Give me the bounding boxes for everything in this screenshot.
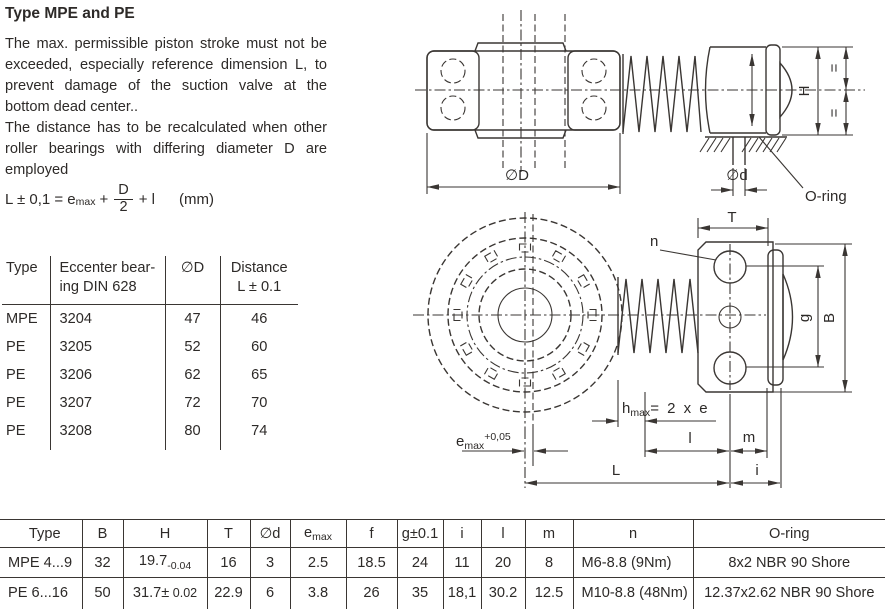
cell-distance: 46 [220,305,298,334]
piston-head [698,242,793,392]
cell-bearing: 3207 [50,389,165,417]
cell-n: M6-8.8 (9Nm) [573,548,693,578]
cell-type: PE 6...16 [8,584,69,601]
cell-distance: 74 [220,417,298,445]
screw-callout-n [650,233,716,260]
table-row [2,333,298,361]
emax-e: e [456,433,465,450]
cell-T: 22.9 [207,578,250,608]
dim-label-g: g [796,313,813,323]
h-value: 31.7± [132,584,170,601]
cell [2,445,50,450]
col-header-g: g±0.1 [397,520,443,548]
cell-n: M10-8.8 (48Nm) [573,578,693,608]
col-header-l: l [481,520,525,548]
page-title: Type MPE and PE [5,5,135,22]
cell-bearing: 3204 [50,305,165,334]
table-row [0,578,885,608]
dimensions-table [0,519,885,609]
cell-diameter: 52 [165,333,220,361]
cell-diameter: 47 [165,305,220,334]
table-row [2,361,298,389]
col-header-distance [220,256,298,305]
dim-label-l: l [688,430,692,447]
cell-B: 32 [82,548,123,578]
fraction-numerator: D [114,183,132,200]
table-header-row [0,520,885,548]
drawing-side-view [413,2,885,205]
h-tolerance: 0.02 [169,585,198,600]
col-header-bearing-line2: ing DIN 628 [59,279,137,295]
col-header-m: m [525,520,573,548]
cell [220,445,298,450]
cell-H [123,548,207,578]
emax-sub: max [464,440,485,452]
bearing-table [2,256,298,450]
cell-distance: 65 [220,361,298,389]
dimension-diameter-D [427,133,620,194]
cell-oring: 12.37x2.62 NBR 90 Shore [693,578,885,608]
cell-diameter: 80 [165,417,220,445]
cell [165,445,220,450]
col-header-n: n [573,520,693,548]
col-header-i: i [443,520,481,548]
formula-subscript: max [75,196,96,209]
cell-f: 18.5 [346,548,397,578]
dim-label-emax [456,431,511,452]
mounting-surface [700,137,787,165]
hmax-sub: max [630,407,651,419]
dimension-T [698,209,768,246]
formula-lhs: L ± 0,1 = e [5,190,76,208]
stroke-formula [5,183,214,216]
col-header-T: T [207,520,250,548]
cell-distance: 60 [220,333,298,361]
formula-unit: (mm) [179,190,214,208]
cell-bearing: 3205 [50,333,165,361]
cell-type: PE [6,367,26,383]
table-row [2,389,298,417]
cell-m: 12.5 [525,578,573,608]
oring-label: O-ring [805,188,847,205]
hmax-h: h [622,400,631,417]
cell-emax: 3.8 [290,578,346,608]
intro-paragraph-2: The distance has to be recalculated when other roller bearings with differing diameter D are employed [5,120,327,178]
intro-text [5,34,327,181]
cell-l: 20 [481,548,525,578]
col-header-bearing-line1: Eccenter bear- [59,260,156,276]
col-header-f: f [346,520,397,548]
dim-label-H: H [796,85,813,97]
dim-label-equal-top: = [826,63,843,73]
col-header-distance-line1: Distance [230,260,288,276]
dimension-i [731,388,781,488]
dim-label-equal-bottom: = [826,108,843,118]
table-row [0,548,885,578]
cell-diameter: 72 [165,389,220,417]
dimension-g [746,266,824,367]
col-header-d: ∅d [250,520,290,548]
dim-label-L: L [611,462,621,479]
cell-diameter: 62 [165,361,220,389]
col-header-type: Type [0,520,82,548]
cell [50,445,165,450]
cell-type: PE [6,423,26,439]
cell-bearing: 3208 [50,417,165,445]
dimension-m [731,388,767,458]
cell-distance: 70 [220,389,298,417]
formula-fraction [114,183,132,216]
dim-label-n: n [650,233,659,250]
cell-f: 26 [346,578,397,608]
col-header-emax [290,520,346,548]
cell-d: 3 [250,548,290,578]
emax-base: e [304,524,313,541]
cell-i: 11 [443,548,481,578]
hmax-eq: = 2 x e [650,400,710,417]
emax-sup: +0,05 [484,431,511,443]
dimension-hmax [592,380,716,457]
dim-label-i: i [755,462,759,479]
col-header-bearing [50,256,165,305]
col-header-type: Type [2,256,50,305]
col-header-oring: O-ring [693,520,885,548]
cell-type: PE [6,395,26,411]
cell-oring: 8x2 NBR 90 Shore [693,548,885,578]
dimension-L [525,462,729,483]
dimension-diameter-d [711,167,767,196]
spring [618,277,698,355]
spring [623,54,701,134]
formula-tail: + l [138,190,156,208]
cell-B: 50 [82,578,123,608]
cell-m: 8 [525,548,573,578]
cell-g: 35 [397,578,443,608]
cell-type: MPE 4...9 [0,548,82,578]
h-value: 19.7 [138,553,168,569]
col-header-diameter: ∅D [165,256,220,305]
cell-emax: 2.5 [290,548,346,578]
table-row [2,417,298,445]
cell-l: 30.2 [481,578,525,608]
cell-i: 18,1 [443,578,481,608]
col-header-B: B [82,520,123,548]
emax-subscript: max [312,530,332,543]
cell-H [123,578,207,608]
cell-type: PE [6,339,26,355]
cell-g: 24 [397,548,443,578]
table-rule-extension [2,445,298,450]
cell-d: 6 [250,578,290,608]
formula-plus: + [99,190,109,208]
dim-label-m: m [742,429,756,446]
dim-label-B: B [821,312,838,324]
cell-bearing: 3206 [50,361,165,389]
dim-label-diameter-D: ∅D [505,167,529,184]
col-header-distance-line2: L ± 0.1 [237,279,282,295]
col-header-H: H [123,520,207,548]
dim-label-hmax [622,400,710,419]
dim-label-T: T [727,209,737,226]
table-header-row [2,256,298,305]
dimension-equal-halves [826,47,846,135]
drawing-front-view [410,198,885,504]
oring-callout [759,137,847,205]
h-tolerance: -0.04 [167,560,192,572]
dimension-emax [456,428,568,488]
fraction-denominator: 2 [119,198,128,215]
dim-label-diameter-d: ∅d [726,167,748,184]
intro-paragraph-1: The max. permissible piston stroke must not be exceeded, especially reference dimension L, to prevent damage of the suction valve at the bottom dead center.. [5,36,327,115]
table-row [2,305,298,334]
cell-type: MPE [6,311,38,327]
cell-T: 16 [207,548,250,578]
